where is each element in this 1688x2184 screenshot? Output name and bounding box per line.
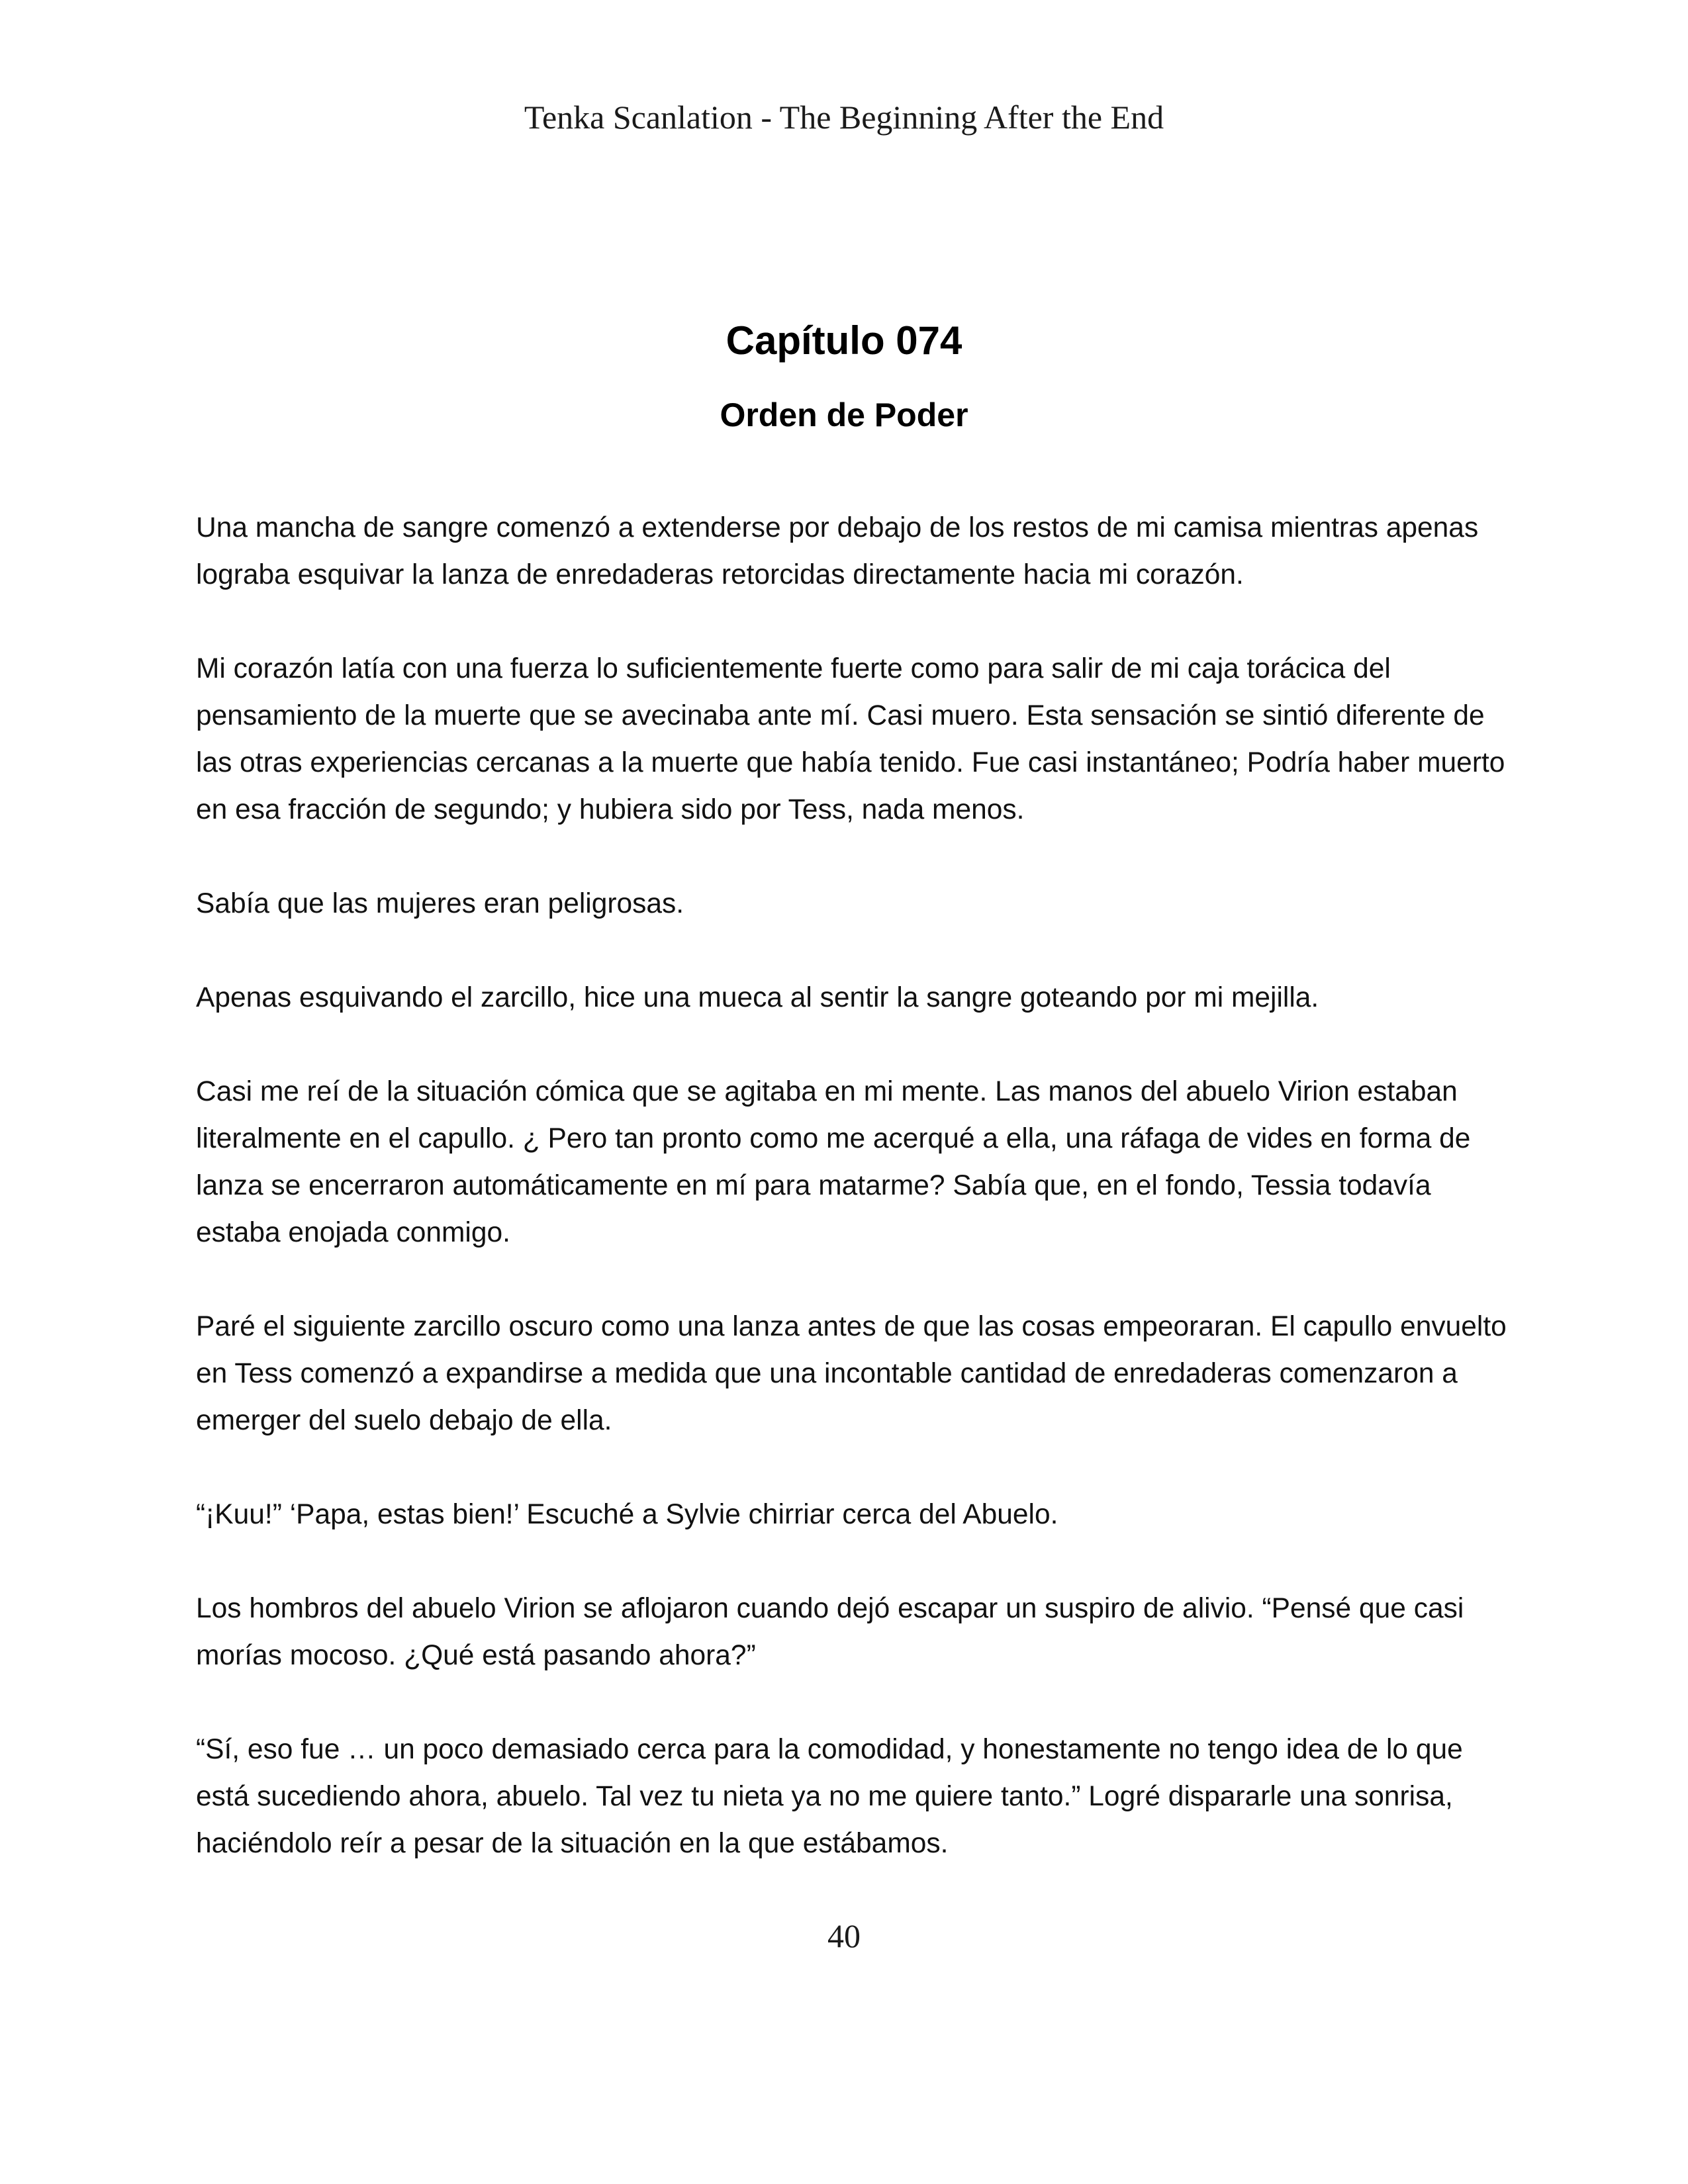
chapter-body — [196, 504, 1507, 1867]
chapter-subtitle: Orden de Poder — [720, 396, 968, 433]
paragraph: Apenas esquivando el zarcillo, hice una mueca al sentir la sangre goteando por mi mejilla. — [196, 982, 1319, 1013]
paragraph: Una mancha de sangre comenzó a extenderse por debajo de los restos de mi camisa mientras apenas lograba esquivar la lanza de enredaderas retorcidas directamente hacia mi corazón. — [196, 512, 1479, 590]
page-number: 40 — [827, 1917, 861, 1954]
paragraph: Mi corazón latía con una fuerza lo suficientemente fuerte como para salir de mi caja torácica del pensamiento de la muerte que se avecinaba ante mí. Casi muero. Esta sensación se sintió diferente de las otras experiencias cercanas a la muerte que había tenido. Fue casi instantáneo; Podría haber muerto en esa fracción de segundo; y hubiera sido por Tess, nada menos. — [196, 653, 1505, 825]
paragraph: Casi me reí de la situación cómica que se agitaba en mi mente. Las manos del abuelo Virion estaban literalmente en el capullo. ¿ Pero tan pronto como me acerqué a ella, una ráfaga de vides en forma de lanza se encerraron automáticamente en mí para matarme? Sabía que, en el fondo, Tessia todavía estaba enojada conmigo. — [196, 1076, 1471, 1248]
paragraph: “Sí, eso fue … un poco demasiado cerca para la comodidad, y honestamente no tengo idea de lo que está sucediendo ahora, abuelo. Tal vez tu nieta ya no me quiere tanto.” Logré dispararle una sonrisa, haciéndolo reír a pesar de la situación en la que estábamos. — [196, 1734, 1463, 1859]
running-header: Tenka Scanlation - The Beginning After the End — [524, 99, 1164, 136]
chapter-title: Capítulo 074 — [726, 318, 962, 363]
paragraph: Paré el siguiente zarcillo oscuro como una lanza antes de que las cosas empeoraran. El capullo envuelto en Tess comenzó a expandirse a medida que una incontable cantidad de enredaderas comenzaron a emerger del suelo debajo de ella. — [196, 1311, 1507, 1436]
paragraph: “¡Kuu!” ‘Papa, estas bien!’ Escuché a Sylvie chirriar cerca del Abuelo. — [196, 1499, 1058, 1530]
paragraph: Sabía que las mujeres eran peligrosas. — [196, 888, 684, 919]
paragraph: Los hombros del abuelo Virion se aflojaron cuando dejó escapar un suspiro de alivio. “Pensé que casi morías mocoso. ¿Qué está pasando ahora?” — [196, 1593, 1464, 1671]
